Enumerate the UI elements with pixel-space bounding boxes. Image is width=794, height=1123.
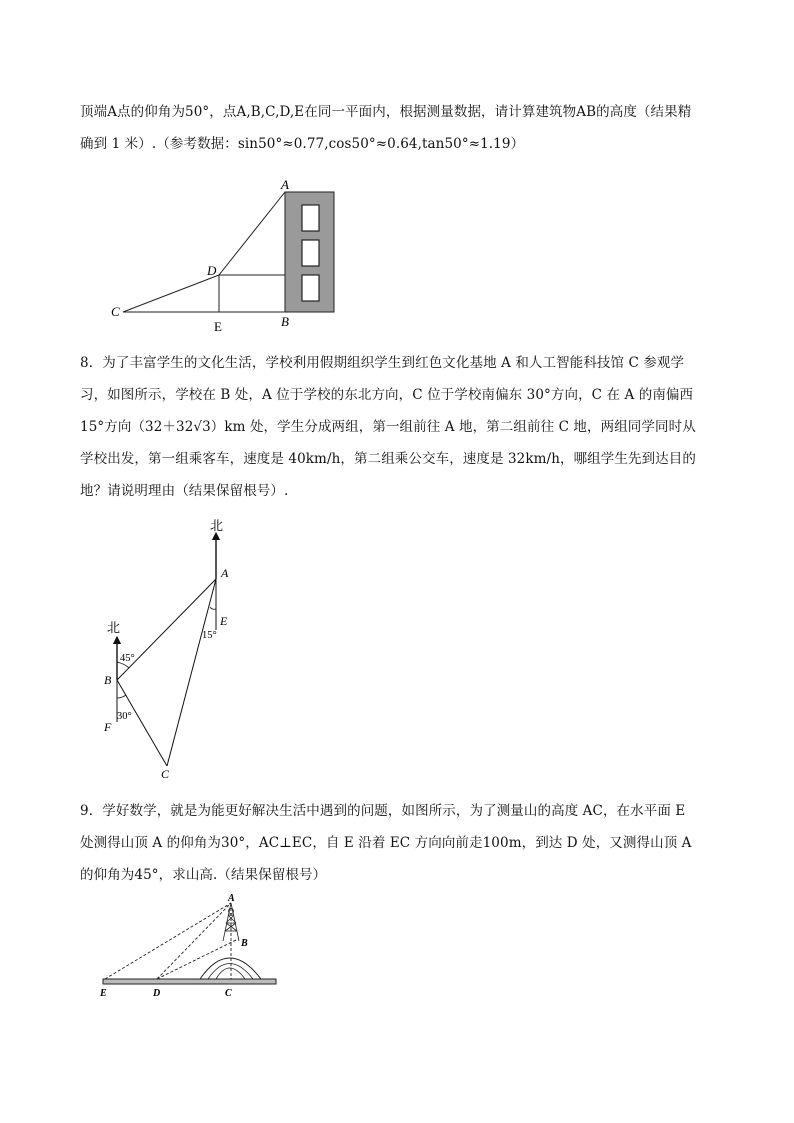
mountain [200,958,261,979]
sight-line-da [157,903,231,979]
label-d: D [153,988,161,999]
building-window [302,240,319,266]
north-label-b: 北 [107,620,121,635]
problem-8-line-2: 习，如图所示，学校在 B 处，A 位于学校的东北方向，C 位于学校南偏东 30°方向，C 在 A 的南偏西 [80,387,694,403]
angle-arc-b-south [117,695,126,698]
problem-7-line-2: 确到 1 米）.（参考数据：sin50°≈0.77,cos50°≈0.64,tan50°≈1.19） [80,136,525,152]
problem-8-line-1: 8．为了丰富学生的文化生活，学校利用假期组织学生到红色文化基地 A 和人工智能科技馆 C 参观学 [80,355,685,371]
label-b: B [281,314,289,329]
problem-7-line-1: 顶端A点的仰角为50°，点A,B,C,D,E在同一平面内，根据测量数据，请计算建筑物AB的高度（结果精 [80,104,692,120]
angle-a-south: 15° [202,630,217,641]
problem-9-figure [95,893,285,1003]
problem-7-figure [105,172,355,337]
problem-8-line-5: 地？请说明理由（结果保留根号）. [80,483,289,499]
label-f: F [104,720,112,734]
label-a: A [228,893,235,904]
line-da [219,192,285,275]
angle-b-south: 30° [117,711,132,722]
building-window [302,275,319,301]
problem-8-line-4: 学校出发，第一组乘客车，速度是 40km/h，第二组乘公交车，速度是 32km/h，哪组学生先到达目的 [80,451,696,467]
problem-8-line-3: 15°方向（32＋32√3）km 处，学生分成两组，第一组前往 A 地，第二组前往 C 地，两组同学同时从 [80,419,696,435]
angle-arc-a [210,607,216,609]
line-bc [117,680,167,766]
label-e: E [100,988,107,999]
problem-9-line-3: 的仰角为45°，求山高.（结果保留根号） [80,867,327,883]
line-cd [123,275,219,312]
mountain-inner [208,964,253,980]
line-ac [167,579,216,766]
label-a: A [221,566,229,580]
label-e: E [220,614,228,628]
problem-9-line-1: 9．学好数学，就是为能更好解决生活中遇到的问题，如图所示，为了测量山的高度 AC，在水平面 E [80,803,686,819]
problem-8-text [80,347,720,507]
label-a: A [281,177,289,192]
sight-line-db [157,939,238,979]
label-b: B [104,673,112,687]
label-c: C [161,767,170,781]
north-label-a: 北 [210,518,224,533]
angle-b-north: 45° [120,653,135,664]
label-c: C [111,304,120,319]
problem-8-figure [95,512,255,784]
ground-bar [103,979,276,984]
label-e: E [214,319,222,334]
label-c: C [225,988,232,999]
problem-7-text [80,96,720,160]
label-b: B [241,938,248,949]
building-window [302,205,319,231]
problem-9-line-2: 处测得山顶 A 的仰角为30°，AC⊥EC，自 E 沿着 EC 方向向前走100m，到达 D 处，又测得山顶 A [80,835,692,851]
problem-9-text [80,795,720,891]
mountain-inner-2 [216,968,245,979]
label-d: D [207,263,217,278]
